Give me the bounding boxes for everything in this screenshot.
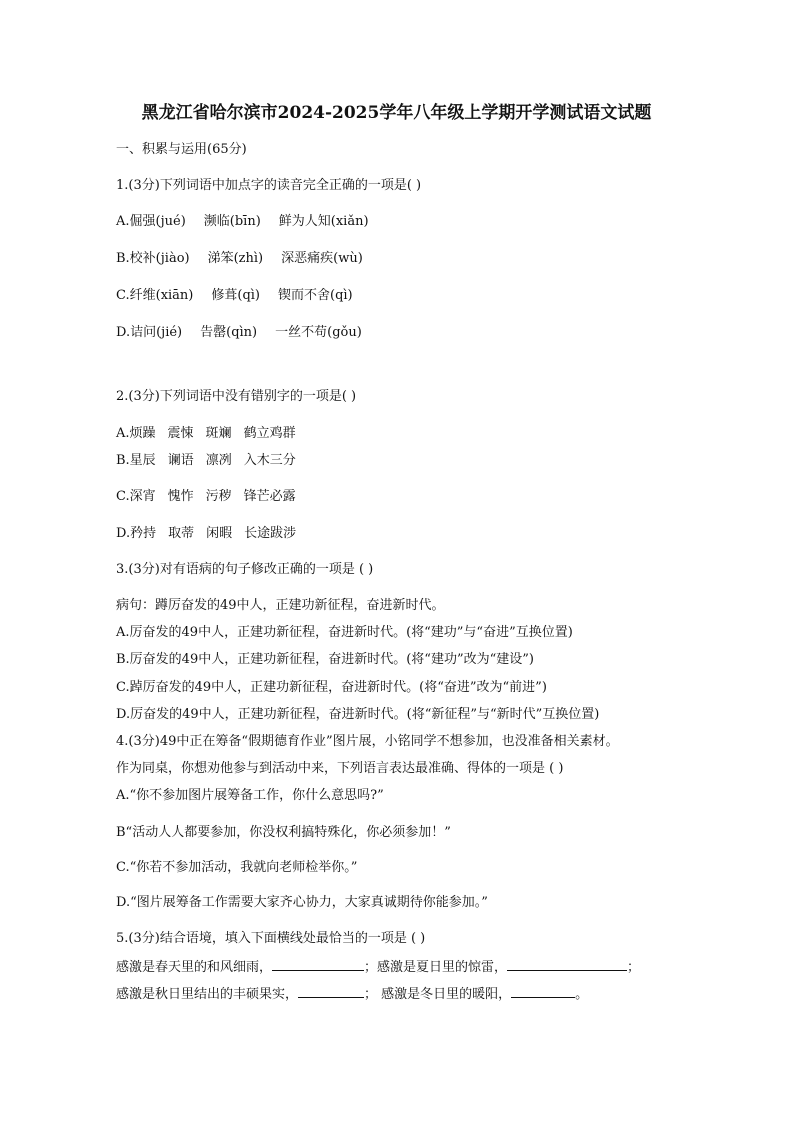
option-part: A.烦躁 [116, 426, 156, 441]
question-4-stem: 4.(3分)49中正在筹备“假期德育作业”图片展，小铭同学不想参加，也没准备相关素材。 [116, 734, 619, 749]
context-text: 。 [575, 987, 589, 1002]
option-part: 一丝不苟(gǒu) [275, 325, 362, 340]
answer-blank[interactable] [511, 985, 575, 998]
question-5-stem: 5.(3分)结合语境，填入下面横线处最恰当的一项是 ( ) [116, 931, 426, 946]
question-1-stem: 1.(3分)下列词语中加点字的读音完全正确的一项是( ) [116, 178, 422, 193]
option-part: B.校补(jiào) [116, 251, 190, 266]
option-part: 污秽 [205, 489, 232, 504]
question-4-option-d: D.“图片展筹备工作需要大家齐心协力，大家真诚期待你能参加。” [116, 895, 488, 910]
question-4-stem-continued: 作为同桌，你想劝他参与到活动中来，下列语言表达最准确、得体的一项是 ( ) [116, 761, 564, 776]
option-part: 修葺(qì) [211, 288, 260, 303]
question-1-option-d [116, 325, 362, 341]
option-part: B.星辰 [116, 453, 156, 468]
option-part: 濒临(bīn) [203, 214, 261, 229]
option-part: 震悚 [167, 426, 194, 441]
option-part: A.倔强(jué) [116, 214, 186, 229]
question-3-option-c: C.踔厉奋发的49中人，正建功新征程，奋进新时代。(将“奋进”改为“前进”) [116, 680, 547, 695]
option-part: 鹤立鸡群 [243, 426, 296, 441]
page-title: 黑龙江省哈尔滨市2024-2025学年八年级上学期开学测试语文试题 [141, 103, 652, 123]
question-1-option-a [116, 214, 369, 230]
question-1-option-c [116, 288, 353, 304]
question-3-stem: 3.(3分)对有语病的句子修改正确的一项是 ( ) [116, 562, 374, 577]
option-part: 涕笨(zhì) [207, 251, 264, 266]
option-part: C.深宵 [116, 489, 156, 504]
context-text: ；感激是夏日里的惊雷， [364, 960, 508, 975]
question-4-option-c: C.“你若不参加活动，我就向老师检举你。” [116, 860, 358, 875]
question-3-option-d: D.厉奋发的49中人，正建功新征程，奋进新时代。(将“新征程”与“新时代”互换位置) [116, 707, 600, 722]
question-3-option-b: B.厉奋发的49中人，正建功新征程，奋进新时代。(将“建功”改为“建设”) [116, 652, 534, 667]
option-part: 告罄(qìn) [200, 325, 258, 340]
question-2-option-a [116, 426, 296, 442]
question-2-option-d [116, 526, 296, 542]
option-part: 斑斓 [205, 426, 232, 441]
option-part: 鲜为人知(xiǎn) [278, 214, 369, 229]
option-part: 锲而不舍(qì) [278, 288, 353, 303]
option-part: 深恶痛疾(wù) [281, 251, 363, 266]
option-part: 凛冽 [205, 453, 232, 468]
question-2-stem: 2.(3分)下列词语中没有错别字的一项是( ) [116, 389, 357, 404]
section-heading: 一、积累与运用(65分) [116, 142, 247, 157]
question-4-option-b: B“活动人人都要参加，你没权利搞特殊化，你必须参加！” [116, 825, 451, 840]
context-text: ； 感激是冬日里的暖阳， [364, 987, 512, 1002]
question-2-option-c [116, 489, 296, 505]
option-part: 锋芒必露 [243, 489, 296, 504]
answer-blank[interactable] [298, 985, 364, 998]
context-text: ； [627, 960, 641, 975]
option-part: 取蒂 [168, 526, 195, 541]
option-part: D.诘问(jié) [116, 325, 183, 340]
option-part: D.矜持 [116, 526, 157, 541]
question-5-context-line-1 [116, 958, 640, 976]
option-part: 闲暇 [206, 526, 233, 541]
option-part: 谰语 [167, 453, 194, 468]
question-1-option-b [116, 251, 363, 267]
question-3-option-a: A.厉奋发的49中人，正建功新征程，奋进新时代。(将“建功”与“奋进”互换位置) [116, 625, 573, 640]
question-5-context-line-2 [116, 985, 588, 1003]
context-text: 感激是春天里的和风细雨， [116, 960, 273, 975]
option-part: 长途跋涉 [244, 526, 297, 541]
option-part: 入木三分 [243, 453, 296, 468]
context-text: 感激是秋日里结出的丰硕果实， [116, 987, 299, 1002]
option-part: C.纤维(xiān) [116, 288, 194, 303]
question-4-option-a: A.“你不参加图片展筹备工作，你什么意思吗?” [116, 788, 384, 803]
answer-blank[interactable] [507, 958, 627, 971]
answer-blank[interactable] [272, 958, 364, 971]
question-3-sick-sentence: 病句：蹲厉奋发的49中人，正建功新征程，奋进新时代。 [116, 598, 445, 613]
option-part: 愧怍 [167, 489, 194, 504]
question-2-option-b [116, 453, 296, 469]
